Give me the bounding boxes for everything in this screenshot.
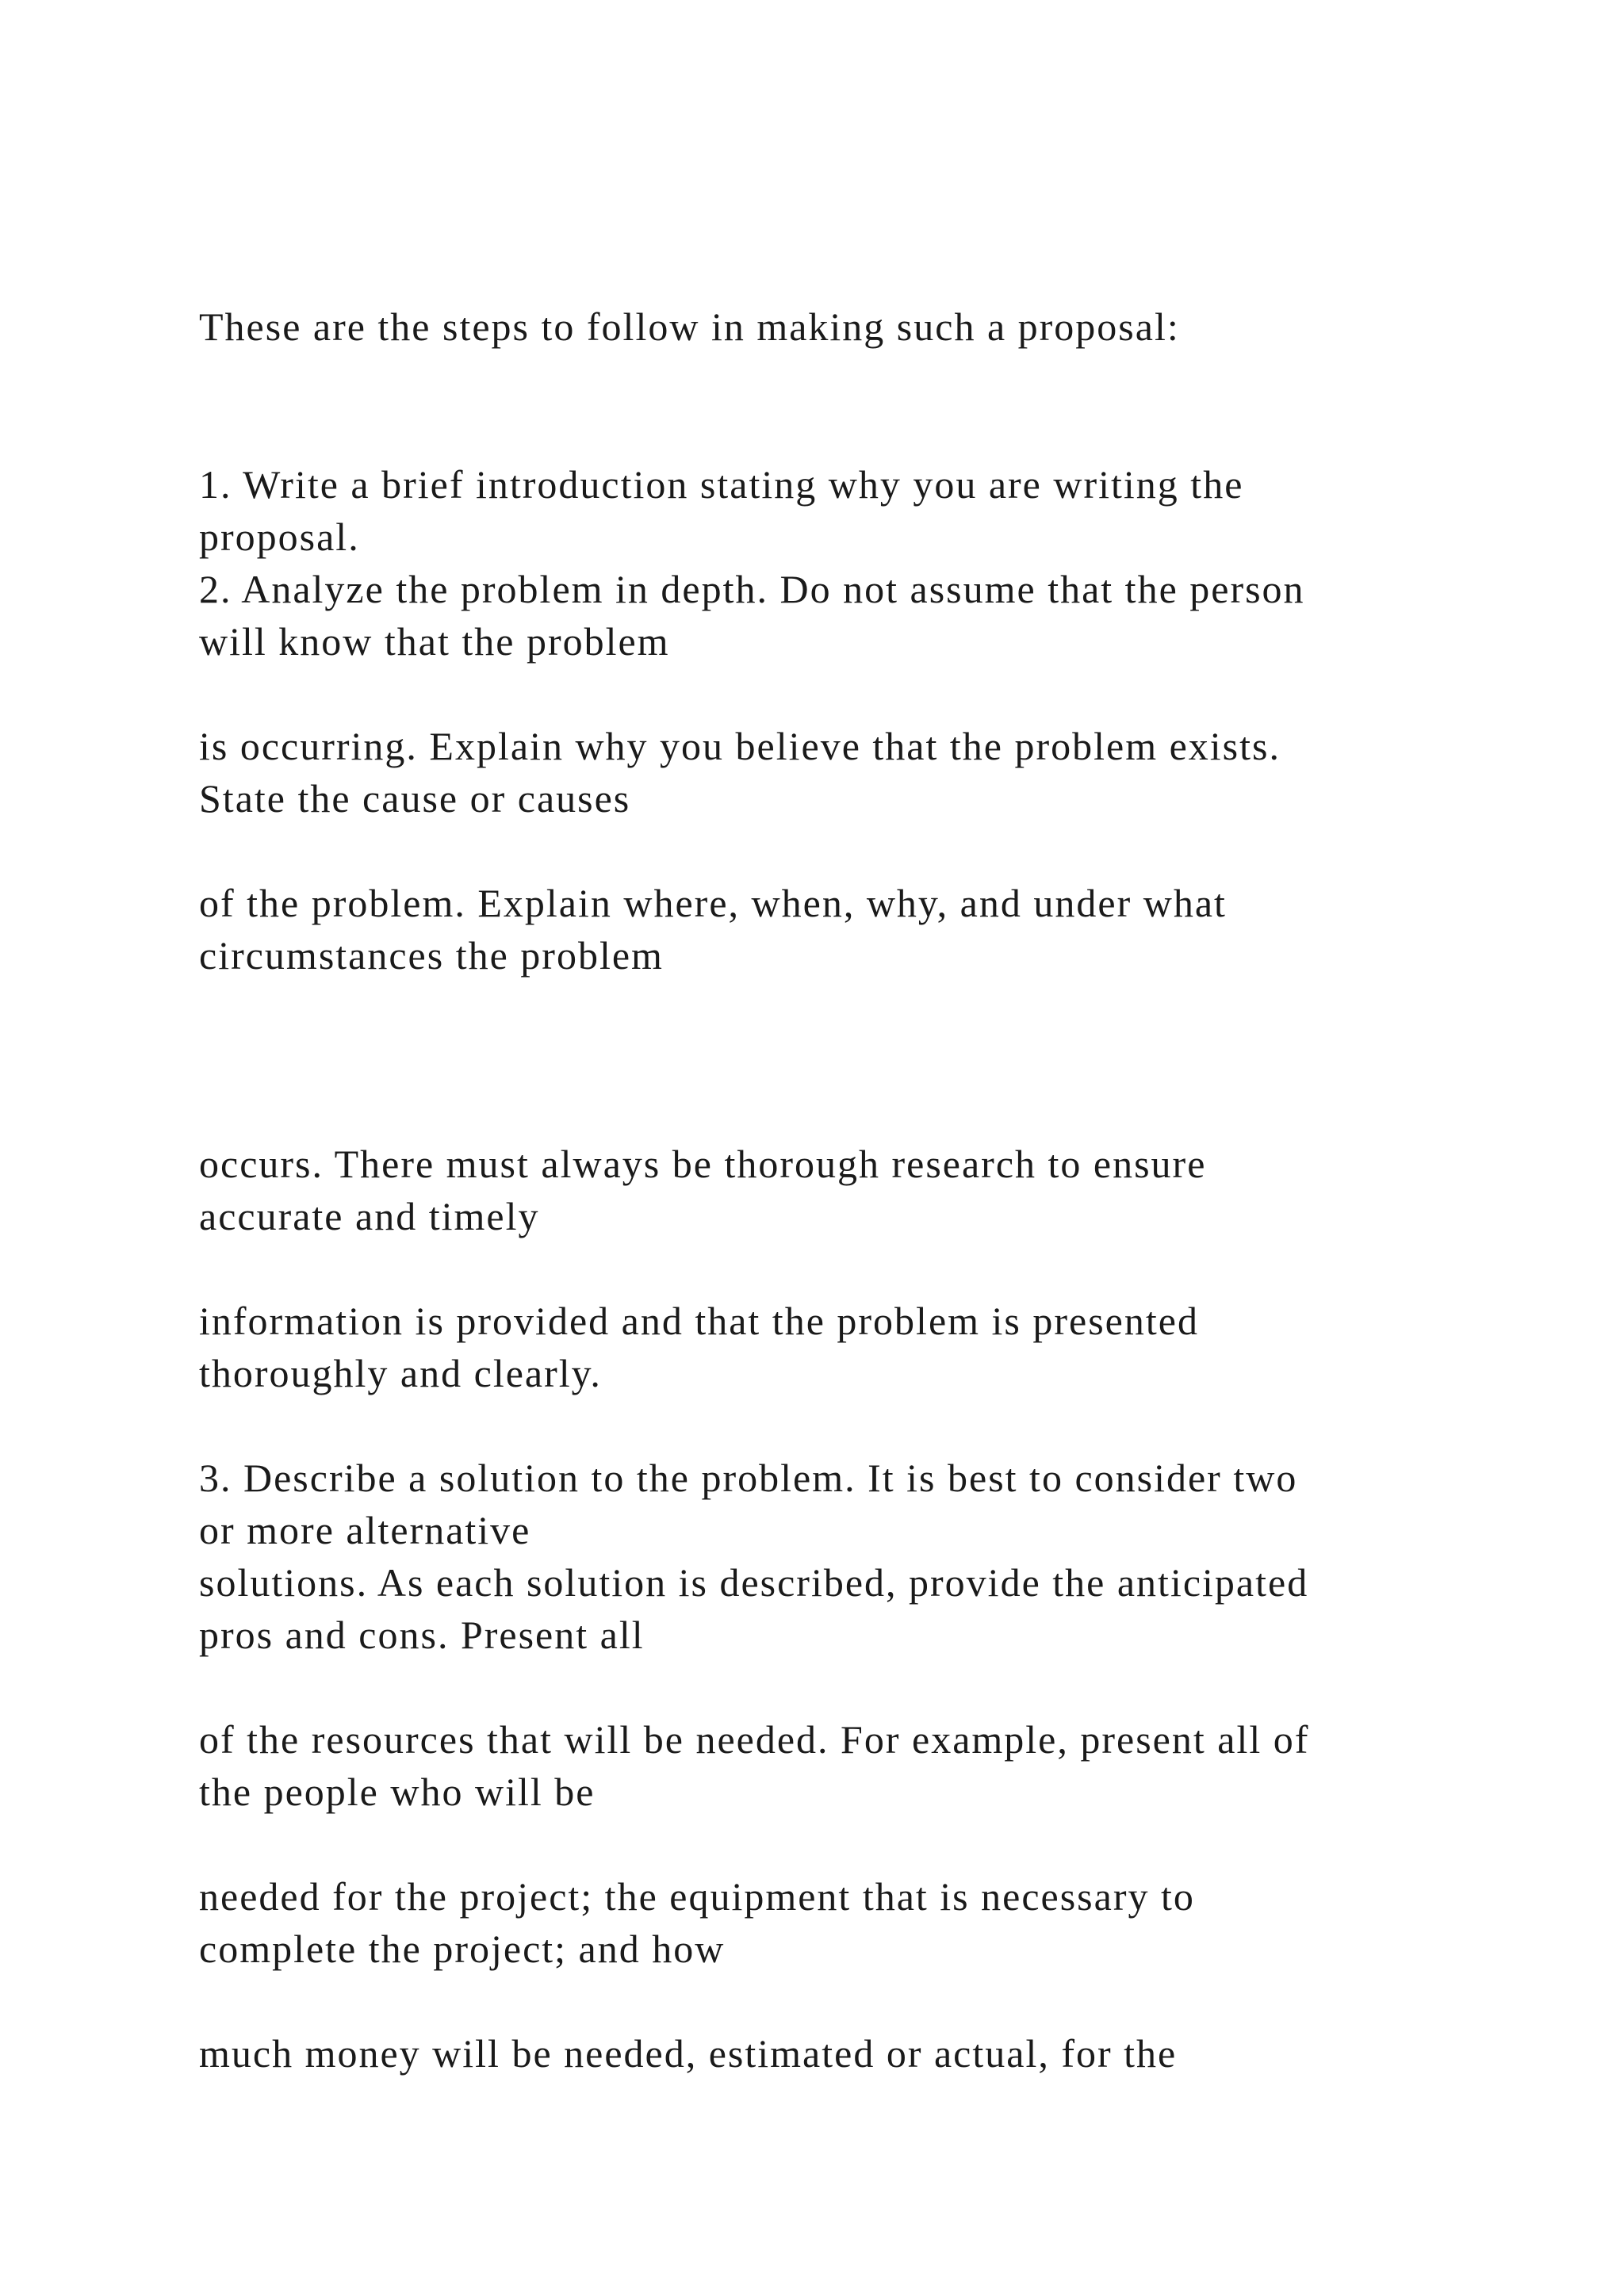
step-3-line-7: needed for the project; the equipment that is necessary to (199, 1874, 1195, 1919)
step-2-line-8: accurate and timely (199, 1194, 540, 1238)
step-3-line-9: much money will be needed, estimated or actual, for the (199, 2031, 1178, 2076)
step-3-line-3: solutions. As each solution is described, provide the anticipated (199, 1560, 1309, 1605)
step-3-line-8: complete the project; and how (199, 1927, 726, 1971)
step-3-line-6: the people who will be (199, 1770, 596, 1814)
step-1-line-1: 1. Write a brief introduction stating why you are writing the (199, 462, 1244, 507)
step-2-line-9: information is provided and that the problem is presented (199, 1299, 1199, 1343)
step-1-line-2: proposal. (199, 515, 360, 559)
step-2-line-4: State the cause or causes (199, 776, 631, 821)
step-2-line-1: 2. Analyze the problem in depth. Do not assume that the person (199, 567, 1305, 611)
step-2-line-2: will know that the problem (199, 619, 670, 664)
step-3-line-5: of the resources that will be needed. For example, present all of (199, 1717, 1310, 1762)
step-3-line-1: 3. Describe a solution to the problem. It is best to consider two (199, 1456, 1298, 1500)
step-3-line-2: or more alternative (199, 1508, 531, 1552)
intro-line: These are the steps to follow in making such a proposal: (199, 304, 1180, 349)
step-2-line-3: is occurring. Explain why you believe that the problem exists. (199, 724, 1281, 768)
step-3-line-4: pros and cons. Present all (199, 1613, 645, 1657)
step-2-line-5: of the problem. Explain where, when, why, and under what (199, 881, 1227, 925)
step-2-line-10: thoroughly and clearly. (199, 1351, 602, 1395)
step-2-line-6: circumstances the problem (199, 933, 664, 978)
step-2-line-7: occurs. There must always be thorough research to ensure (199, 1142, 1207, 1186)
